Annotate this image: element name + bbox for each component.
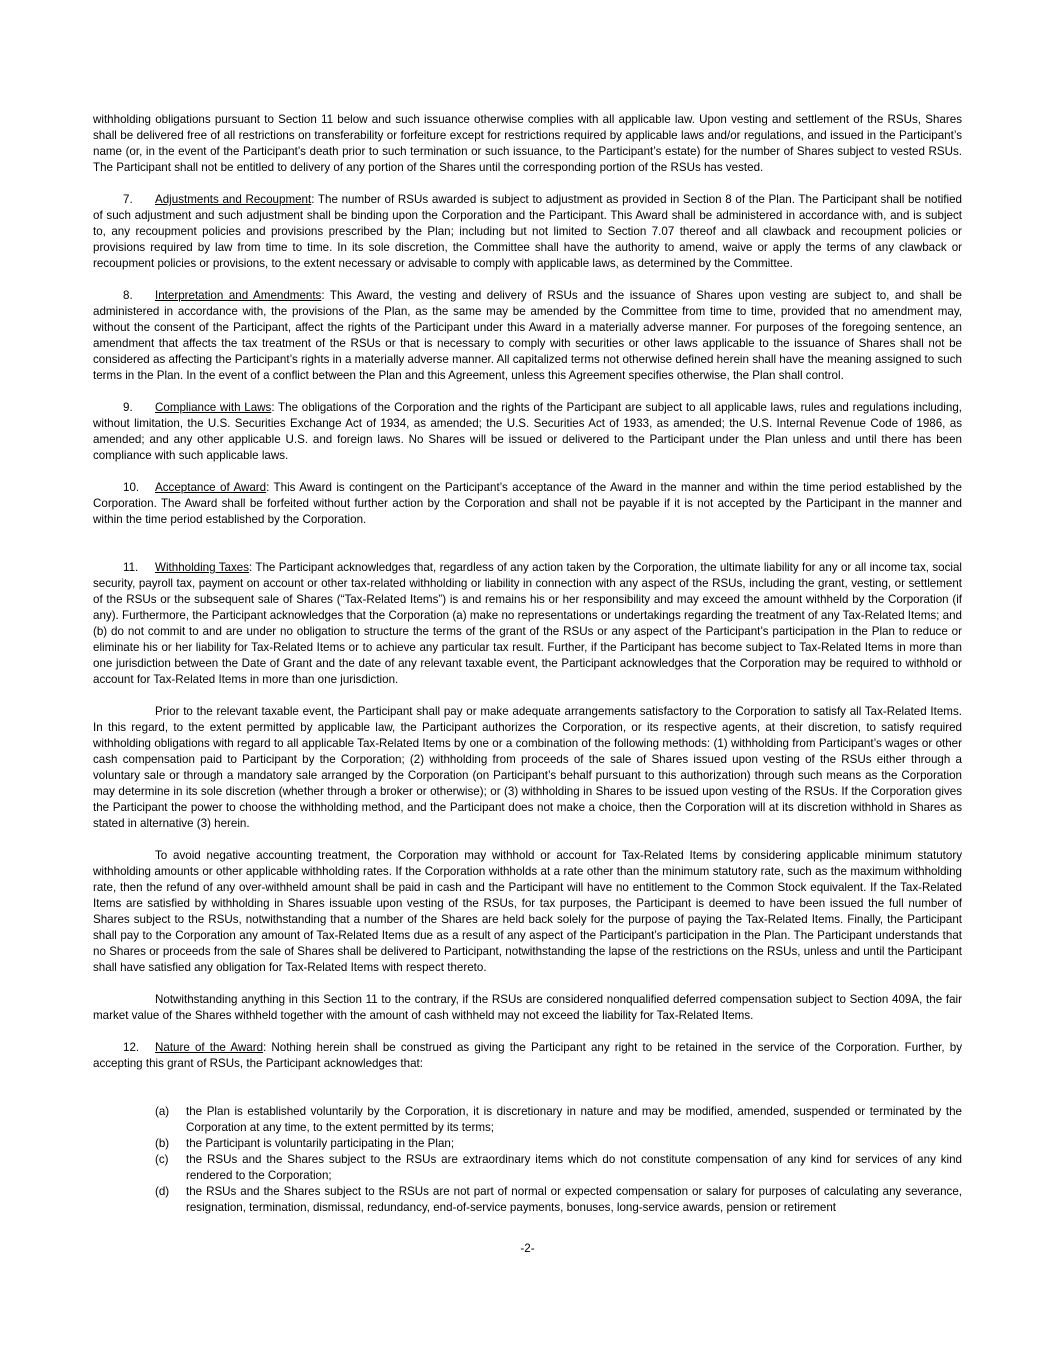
list-item-label: (c) xyxy=(155,1153,169,1166)
list-item-text: the RSUs and the Shares subject to the RSUs are not part of normal or expected compensation or salary for purposes of calculating any severance, resignation, termination, dismissal, redundancy, end-of-service payments, bonuses, long-service awards, pension or retirement xyxy=(186,1185,962,1214)
section-text: : This Award is contingent on the Participant’s acceptance of the Award in the manner and within the time period established by the Corporation. The Award shall be forfeited without further action by the Corporation and shall not be payable if it is not accepted by the Participant in the manner and within the time period established by the Corporation. xyxy=(93,481,962,526)
list-item-label: (b) xyxy=(155,1137,170,1150)
section-title: Withholding Taxes xyxy=(155,561,250,574)
section-title: Acceptance of Award xyxy=(155,481,267,494)
acknowledgement-list xyxy=(93,1104,962,1216)
section-12 xyxy=(93,1040,962,1072)
paragraph-intro: withholding obligations pursuant to Section 11 below and such issuance otherwise complies with all applicable law. Upon vesting and settlement of the RSUs, Shares shall be delivered free of all restrictions on transferability or forfeiture except for restrictions required by applicable laws and/or regulations, and issued in the Participant’s name (or, in the event of the Participant’s death prior to such termination or such issuance, to the Participant’s estate) for the number of Shares subject to vested RSUs. The Participant shall not be entitled to delivery of any portion of the Shares until the corresponding portion of the RSUs has vested. xyxy=(93,113,962,174)
section-number: 8. xyxy=(123,289,133,302)
section-title: Compliance with Laws xyxy=(155,401,272,414)
section-text: : The Participant acknowledges that, regardless of any action taken by the Corporation, the ultimate liability for any or all income tax, social security, payroll tax, payment on account or other tax-related withholding or liability in connection with any aspect of the RSUs, including the grant, vesting, or settlement of the RSUs or the subsequent sale of Shares (“Tax-Related Items”) is and remains his or her responsibility and may exceed the amount withheld by the Corporation (if any). Furthermore, the Participant acknowledges that the Corporation (a) make no representations or undertakings regarding the treatment of any Tax-Related Items; and (b) do not commit to and are under no obligation to structure the terms of the grant of the RSUs or any aspect of the Participant’s participation in the Plan to reduce or eliminate his or her liability for Tax-Related Items or to achieve any particular tax result. Further, if the Participant has become subject to Tax-Related Items in more than one jurisdiction between the Date of Grant and the date of any relevant taxable event, the Participant acknowledges that the Corporation may be required to withhold or account for Tax-Related Items in more than one jurisdiction. xyxy=(93,561,962,686)
section-11 xyxy=(93,560,962,688)
section-title: Interpretation and Amendments xyxy=(155,289,322,302)
section-11-paragraph-2: Prior to the relevant taxable event, the Participant shall pay or make adequate arrangements satisfactory to the Corporation to satisfy all Tax-Related Items. In this regard, to the extent permitted by applicable law, the Participant authorizes the Corporation, or its respective agents, at their discretion, to satisfy required withholding obligations with regard to all applicable Tax-Related Items by one or a combination of the following methods: (1) withholding from Participant’s wages or other cash compensation paid to Participant by the Corporation; (2) withholding from proceeds of the sale of Shares issued upon vesting of the RSUs either through a voluntary sale or through a mandatory sale arranged by the Corporation (on Participant’s behalf pursuant to this authorization) through such means as the Corporation may determine in its sole discretion (whether through a broker or otherwise); or (3) withholding in Shares to be issued upon vesting of the RSUs. If the Corporation gives the Participant the power to choose the withholding method, and the Participant does not make a choice, then the Corporation will at its discretion withhold in Shares as stated in alternative (3) herein. xyxy=(93,705,962,830)
list-item xyxy=(93,1136,962,1152)
list-item xyxy=(93,1104,962,1136)
section-number: 10. xyxy=(123,481,140,494)
section-title: Nature of the Award xyxy=(155,1041,264,1054)
list-item xyxy=(93,1152,962,1184)
section-number: 7. xyxy=(123,193,133,206)
section-8 xyxy=(93,288,962,384)
section-10 xyxy=(93,480,962,528)
section-text: : The number of RSUs awarded is subject to adjustment as provided in Section 8 of the Plan. The Participant shall be notified of such adjustment and such adjustment shall be binding upon the Corporation and the Participant. This Award shall be administered in accordance with, and is subject to, any recoupment policies and provisions prescribed by the Plan; including but not limited to Section 7.07 thereof and all clawback and recoupment policies or provisions required by law from time to time. In its sole discretion, the Committee shall have the authority to amend, waive or apply the terms of any clawback or recoupment policies or provisions, to the extent necessary or advisable to comply with applicable laws, as determined by the Committee. xyxy=(93,193,962,270)
document-body xyxy=(93,112,962,1216)
section-text: : This Award, the vesting and delivery of RSUs and the issuance of Shares upon vesting are subject to, and shall be administered in accordance with, the provisions of the Plan, as the same may be amended by the Committee from time to time, provided that no amendment may, without the consent of the Participant, affect the rights of the Participant under this Award in a materially adverse manner. For purposes of the foregoing sentence, an amendment that affects the tax treatment of the RSUs or that is necessary to comply with securities or other laws applicable to the issuance of Shares shall not be considered as affecting the Participant’s rights in a materially adverse manner. All capitalized terms not otherwise defined herein shall have the meaning assigned to such terms in the Plan. In the event of a conflict between the Plan and this Agreement, unless this Agreement specifies otherwise, the Plan shall control. xyxy=(93,289,962,382)
section-11-paragraph-4: Notwithstanding anything in this Section 11 to the contrary, if the RSUs are considered nonqualified deferred compensation subject to Section 409A, the fair market value of the Shares withheld together with the amount of cash withheld may not exceed the liability for Tax-Related Items. xyxy=(93,993,962,1022)
list-item xyxy=(93,1184,962,1216)
list-item-label: (d) xyxy=(155,1185,170,1198)
section-number: 11. xyxy=(123,561,139,574)
list-item-text: the Participant is voluntarily participating in the Plan; xyxy=(186,1137,455,1150)
section-11-paragraph-3: To avoid negative accounting treatment, the Corporation may withhold or account for Tax-Related Items by considering applicable minimum statutory withholding amounts or other applicable withholding rates. If the Corporation withholds at a rate other than the minimum statutory rate, such as the maximum withholding rate, then the refund of any over-withheld amount shall be paid in cash and the Participant will have no entitlement to the Common Stock equivalent. If the Tax-Related Items are satisfied by withholding in Shares issuable upon vesting of the RSUs, for tax purposes, the Participant is deemed to have been issued the full number of Shares subject to the RSUs, notwithstanding that a number of the Shares are held back solely for the purpose of paying the Tax-Related Items. Finally, the Participant shall pay to the Corporation any amount of Tax-Related Items due as a result of any aspect of the Participant’s participation in the Plan. The Participant understands that no Shares or proceeds from the sale of Shares shall be delivered to Participant, notwithstanding the lapse of the restrictions on the RSUs, unless and until the Participant shall have satisfied any obligation for Tax-Related Items with respect thereto. xyxy=(93,849,962,974)
section-number: 9. xyxy=(123,401,133,414)
section-title: Adjustments and Recoupment xyxy=(155,193,312,206)
list-item-text: the RSUs and the Shares subject to the RSUs are extraordinary items which do not constitute compensation of any kind for services of any kind rendered to the Corporation; xyxy=(186,1153,962,1182)
section-text: : Nothing herein shall be construed as giving the Participant any right to be retained in the service of the Corporation. Further, by accepting this grant of RSUs, the Participant acknowledges that: xyxy=(93,1041,962,1070)
list-item-text: the Plan is established voluntarily by the Corporation, it is discretionary in nature and may be modified, amended, suspended or terminated by the Corporation at any time, to the extent permitted by its terms; xyxy=(186,1105,962,1134)
section-number: 12. xyxy=(123,1041,140,1054)
section-text: : The obligations of the Corporation and the rights of the Participant are subject to all applicable laws, rules and regulations including, without limitation, the U.S. Securities Exchange Act of 1934, as amended; the U.S. Securities Act of 1933, as amended; the U.S. Internal Revenue Code of 1986, as amended; and any other applicable U.S. and foreign laws. No Shares will be issued or delivered to the Participant under the Plan unless and until there has been compliance with such applicable laws. xyxy=(93,401,962,462)
list-item-label: (a) xyxy=(155,1105,170,1118)
section-7 xyxy=(93,192,962,272)
page-number: -2- xyxy=(520,1242,535,1255)
section-9 xyxy=(93,400,962,464)
